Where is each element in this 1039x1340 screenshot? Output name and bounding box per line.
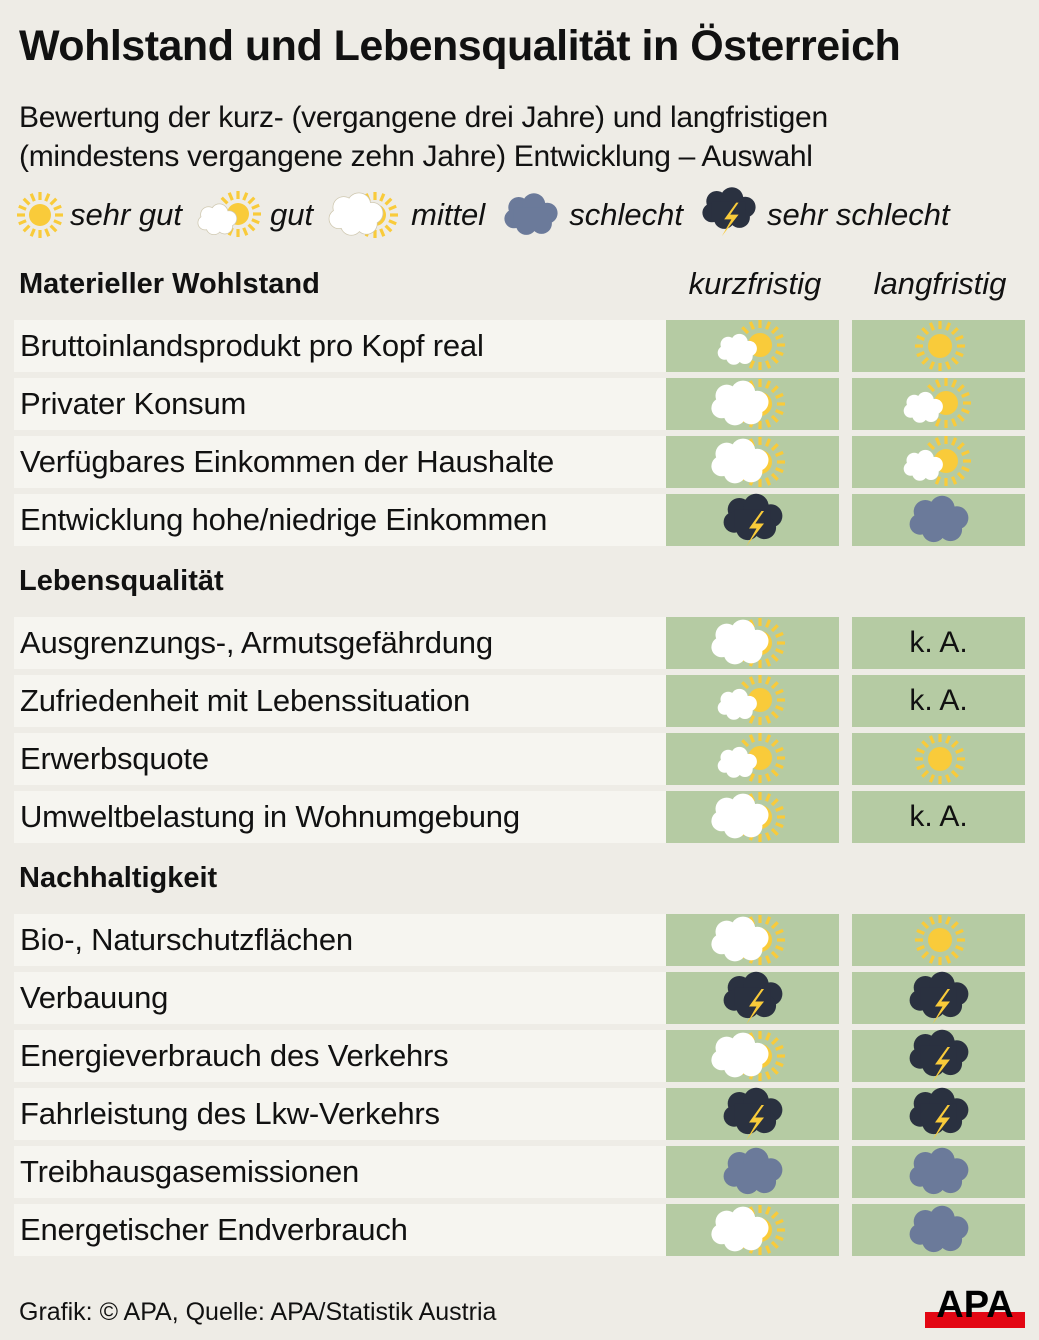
- rating-cell-lang: [852, 733, 1025, 785]
- rating-cell-lang: [852, 378, 1025, 430]
- table-row: [14, 494, 1026, 546]
- rating-cell-kurz: [666, 320, 839, 372]
- no-data-text: k. A.: [909, 626, 968, 659]
- sun-small-cloud-icon: [708, 675, 798, 727]
- subtitle-line-2: (mindestens vergangene zehn Jahre) Entwicklung – Auswahl: [19, 140, 813, 173]
- sun-icon: [14, 189, 66, 241]
- table-row: [14, 436, 1026, 488]
- thunderstorm-icon: [697, 185, 763, 245]
- no-data-text: k. A.: [909, 800, 968, 833]
- rating-cell-kurz: [666, 436, 839, 488]
- rating-cell-kurz: [666, 675, 839, 727]
- rating-cell-lang: [852, 436, 1025, 488]
- row-label: Energetischer Endverbrauch: [14, 1204, 666, 1256]
- sun-small-cloud-icon: [196, 189, 266, 241]
- sun-icon: [894, 733, 984, 785]
- cloud-sun-icon: [327, 189, 407, 241]
- column-header-langfristig: langfristig: [873, 266, 1007, 301]
- rating-cell-lang: [852, 1204, 1025, 1256]
- row-label: Verfügbares Einkommen der Haushalte: [14, 436, 666, 488]
- table-row: [14, 972, 1026, 1024]
- rating-cell-kurz: [666, 1204, 839, 1256]
- grey-cloud-icon: [894, 494, 984, 546]
- row-label: Ausgrenzungs-, Armutsgefährdung: [14, 617, 666, 669]
- thunderstorm-icon: [708, 1088, 798, 1140]
- rating-cell-kurz: [666, 1030, 839, 1082]
- row-label: Treibhausgasemissionen: [14, 1146, 666, 1198]
- rating-cell-lang: [852, 1146, 1025, 1198]
- row-label: Erwerbsquote: [14, 733, 666, 785]
- sun-icon: [894, 914, 984, 966]
- table-row: [14, 617, 1026, 669]
- row-label: Fahrleistung des Lkw-Verkehrs: [14, 1088, 666, 1140]
- legend-item-gut: [196, 189, 313, 241]
- rating-cell-lang: [852, 494, 1025, 546]
- rating-cell-kurz: [666, 791, 839, 843]
- apa-logo: [925, 1284, 1025, 1328]
- legend-item-schlecht: [499, 189, 683, 241]
- cloud-sun-icon: [708, 1030, 798, 1082]
- rating-cell-lang: [852, 1030, 1025, 1082]
- table-row: [14, 320, 1026, 372]
- cloud-sun-icon: [708, 378, 798, 430]
- row-label: Bruttoinlandsprodukt pro Kopf real: [14, 320, 666, 372]
- cloud-sun-icon: [708, 617, 798, 669]
- legend: [14, 190, 964, 240]
- sun-small-cloud-icon: [708, 733, 798, 785]
- table-row: [14, 733, 1026, 785]
- thunderstorm-icon: [708, 972, 798, 1024]
- sun-small-cloud-icon: [708, 320, 798, 372]
- thunderstorm-icon: [708, 494, 798, 546]
- rating-cell-kurz: [666, 617, 839, 669]
- table-row: [14, 378, 1026, 430]
- legend-label: sehr gut: [70, 197, 183, 232]
- table-row: [14, 1088, 1026, 1140]
- row-label: Entwicklung hohe/niedrige Einkommen: [14, 494, 666, 546]
- sun-icon: [894, 320, 984, 372]
- row-label: Zufriedenheit mit Lebenssituation: [14, 675, 666, 727]
- rating-cell-kurz: [666, 1088, 839, 1140]
- row-label: Energieverbrauch des Verkehrs: [14, 1030, 666, 1082]
- table-row: [14, 1030, 1026, 1082]
- rating-cell-lang: [852, 791, 1025, 843]
- rating-cell-lang: [852, 320, 1025, 372]
- grey-cloud-icon: [708, 1146, 798, 1198]
- rating-cell-lang: [852, 1088, 1025, 1140]
- rating-cell-kurz: [666, 733, 839, 785]
- rating-cell-kurz: [666, 494, 839, 546]
- table-row: [14, 914, 1026, 966]
- sun-small-cloud-icon: [894, 378, 984, 430]
- subtitle: [19, 98, 828, 176]
- rating-cell-kurz: [666, 914, 839, 966]
- table-row: [14, 1204, 1026, 1256]
- legend-item-sehr-gut: [14, 189, 182, 241]
- subtitle-line-1: Bewertung der kurz- (vergangene drei Jahre) und langfristigen: [19, 101, 828, 134]
- rating-cell-lang: [852, 914, 1025, 966]
- legend-item-sehr-schlecht: [697, 185, 950, 245]
- legend-label: mittel: [411, 197, 486, 232]
- grey-cloud-icon: [894, 1146, 984, 1198]
- row-label: Bio-, Naturschutzflächen: [14, 914, 666, 966]
- row-label: Privater Konsum: [14, 378, 666, 430]
- rating-cell-kurz: [666, 972, 839, 1024]
- cloud-sun-icon: [708, 914, 798, 966]
- section-title-materieller-wohlstand: Materieller Wohlstand: [19, 268, 320, 300]
- rating-cell-lang: [852, 972, 1025, 1024]
- no-data-text: k. A.: [909, 684, 968, 717]
- legend-item-mittel: [327, 189, 485, 241]
- source-credit: Grafik: © APA, Quelle: APA/Statistik Austria: [19, 1298, 497, 1326]
- cloud-sun-icon: [708, 1204, 798, 1256]
- row-label: Verbauung: [14, 972, 666, 1024]
- rating-cell-lang: [852, 617, 1025, 669]
- legend-label: sehr schlecht: [766, 197, 950, 232]
- rating-cell-kurz: [666, 378, 839, 430]
- thunderstorm-icon: [894, 1088, 984, 1140]
- column-header-kurzfristig: kurzfristig: [688, 266, 822, 301]
- table-row: [14, 1146, 1026, 1198]
- table-row: [14, 791, 1026, 843]
- thunderstorm-icon: [894, 1030, 984, 1082]
- grey-cloud-icon: [499, 189, 565, 241]
- grey-cloud-icon: [894, 1204, 984, 1256]
- sun-small-cloud-icon: [894, 436, 984, 488]
- cloud-sun-icon: [708, 436, 798, 488]
- cloud-sun-icon: [708, 791, 798, 843]
- svg-text:APA: APA: [936, 1284, 1014, 1326]
- page-title: Wohlstand und Lebensqualität in Österreich: [19, 22, 901, 70]
- section-title-nachhaltigkeit: Nachhaltigkeit: [19, 862, 218, 894]
- section-title-lebensqualität: Lebensqualität: [19, 565, 224, 597]
- rating-cell-lang: [852, 675, 1025, 727]
- table-row: [14, 675, 1026, 727]
- rating-cell-kurz: [666, 1146, 839, 1198]
- legend-label: gut: [270, 197, 314, 232]
- legend-label: schlecht: [569, 197, 683, 232]
- row-label: Umweltbelastung in Wohnumgebung: [14, 791, 666, 843]
- thunderstorm-icon: [894, 972, 984, 1024]
